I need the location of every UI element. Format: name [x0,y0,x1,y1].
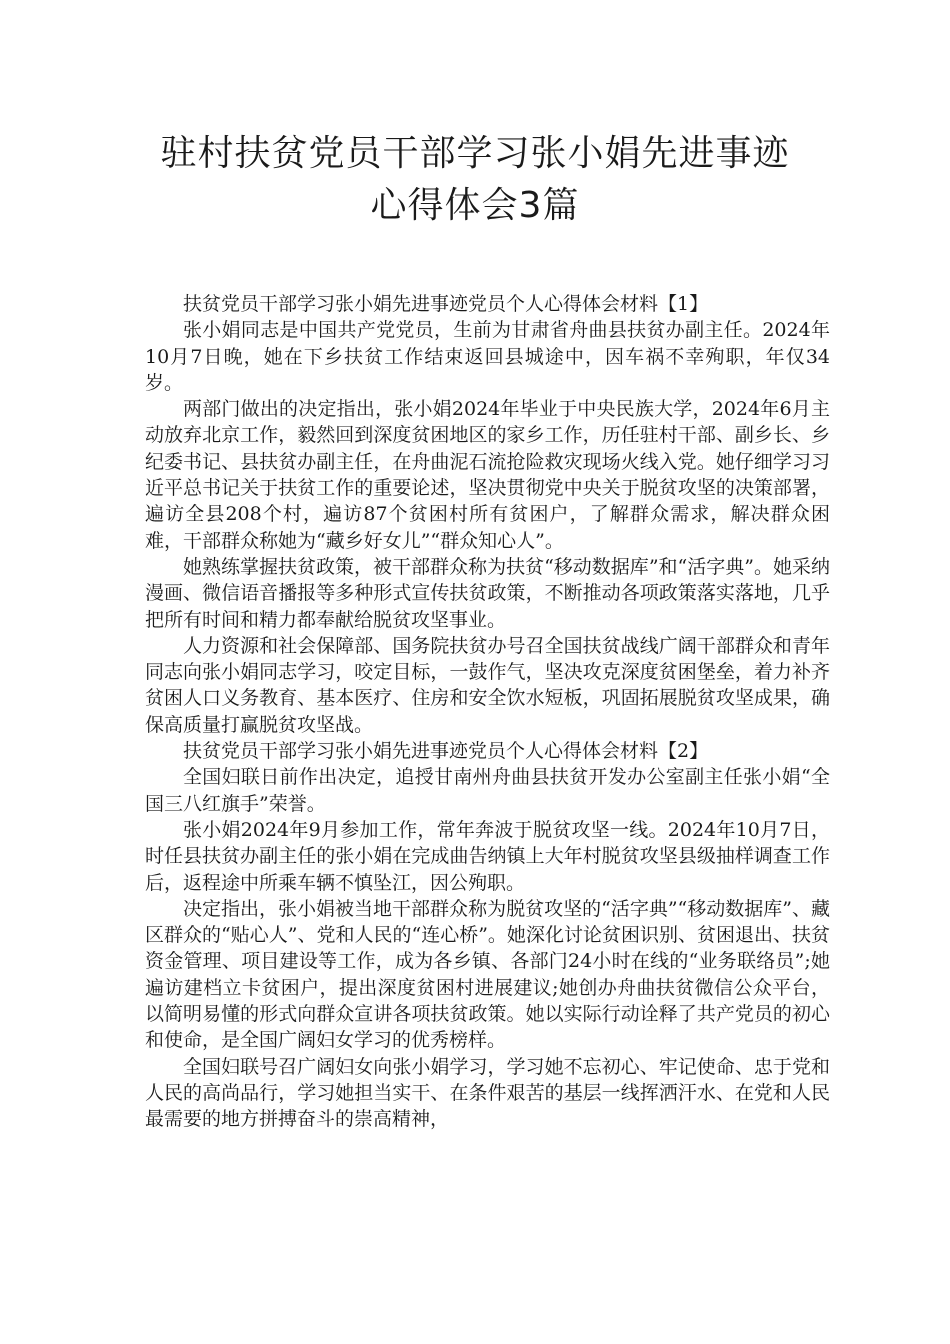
section-heading-1: 扶贫党员干部学习张小娟先进事迹党员个人心得体会材料【1】 [183,293,709,315]
paragraph: 人力资源和社会保障部、国务院扶贫办号召全国扶贫战线广阔干部群众和青年同志向张小娟同志学习，咬定目标，一鼓作气，坚决攻克深度贫困堡垒，着力补齐贫困人口义务教育、基本医疗、住房和安全饮水短板，巩固拓展脱贫攻坚成果，确保高质量打赢脱贫攻坚战。 [145,634,830,736]
paragraph: 张小娟同志是中国共产党党员，生前为甘肃省舟曲县扶贫办副主任。2024年10月7日晚，她在下乡扶贫工作结束返回县城途中，因车祸不幸殉职，年仅34岁。 [145,319,830,394]
document-body [145,291,830,1133]
title-line-1: 驻村扶贫党员干部学习张小娟先进事迹 [160,133,790,174]
paragraph: 决定指出，张小娟被当地干部群众称为脱贫攻坚的“活字典”“移动数据库”、藏区群众的“贴心人”、党和人民的“连心桥”。她深化讨论贫困识别、贫困退出、扶贫资金管理、项目建设等工作，成为各乡镇、各部门24小时在线的“业务联络员”;她遍访建档立卡贫困户，提出深度贫困村进展建议;她创办舟曲扶贫微信公众平台，以简明易懂的形式向群众宣讲各项扶贫政策。她以实际行动诠释了共产党员的初心和使命，是全国广阔妇女学习的优秀榜样。 [145,897,830,1052]
paragraph: 全国妇联号召广阔妇女向张小娟学习，学习她不忘初心、牢记使命、忠于党和人民的高尚品行，学习她担当实干、在条件艰苦的基层一线挥洒汗水、在党和人民最需要的地方拼搏奋斗的崇高精神， [145,1055,830,1131]
paragraph: 两部门做出的决定指出，张小娟2024年毕业于中央民族大学，2024年6月主动放弃北京工作，毅然回到深度贫困地区的家乡工作，历任驻村干部、副乡长、乡纪委书记、县扶贫办副主任，在舟曲泥石流抢险救灾现场火线入党。她仔细学习习近平总书记关于扶贫工作的重要论述，坚决贯彻党中央关于脱贫攻坚的决策部署，遍访全县208个村，遍访87个贫困村所有贫困户，了解群众需求，解决群众困难，干部群众称她为“藏乡好女儿”“群众知心人”。 [145,398,830,552]
paragraph: 张小娟2024年9月参加工作，常年奔波于脱贫攻坚一线。2024年10月7日，时任县扶贫办副主任的张小娟在完成曲告纳镇上大年村脱贫攻坚县级抽样调查工作后，返程途中所乘车辆不慎坠江，因公殉职。 [145,818,830,894]
paragraph: 她熟练掌握扶贫政策，被干部群众称为扶贫“移动数据库”和“活字典”。她采纳漫画、微信语音播报等多种形式宣传扶贫政策，不断推动各项政策落实落地，几乎把所有时间和精力都奉献给脱贫攻坚事业。 [145,555,830,631]
section-heading-2: 扶贫党员干部学习张小娟先进事迹党员个人心得体会材料【2】 [183,740,709,763]
document-title [100,128,850,232]
title-line-2: 心得体会3篇 [370,185,580,226]
paragraph: 全国妇联日前作出决定，追授甘南州舟曲县扶贫开发办公室副主任张小娟“全国三八红旗手”荣誉。 [145,766,830,815]
